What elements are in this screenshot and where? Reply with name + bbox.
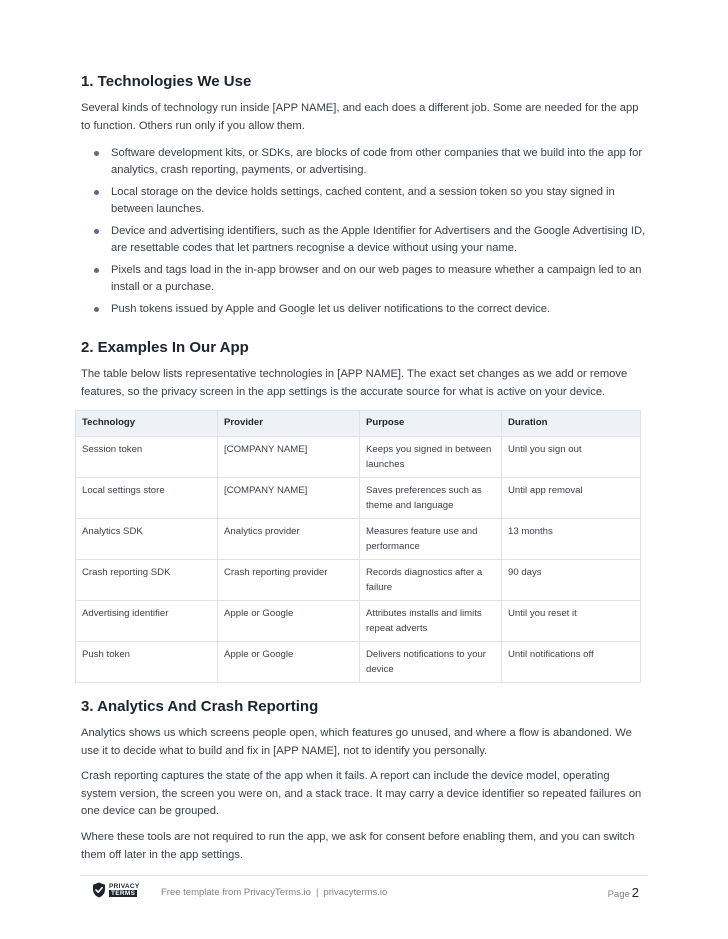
column-header-purpose: Purpose [360,411,502,437]
logo-word-privacy: PRIVACY [109,883,140,890]
column-header-duration: Duration [502,411,641,437]
list-item [81,223,647,257]
examples-intro: The table below lists representative technologies in [APP NAME]. The exact set changes as we add or remove features, so the privacy screen in the app settings is the accurate source for what is active on your device. [81,368,628,398]
analytics-paragraph: Analytics shows us which screens people open, which features go unused, and where a flow is abandoned. We use it to decide what to build and fix in [APP NAME], not to identify you personally. [81,727,632,757]
section-heading-technologies: 1. Technologies We Use [81,73,252,90]
footer-template-text: Free template from PrivacyTerms.io [161,887,311,898]
list-item [81,184,647,218]
table-cell: Until app removal [502,478,641,519]
table-cell: Attributes installs and limits repeat adverts [360,601,502,642]
list-item-text: Pixels and tags load in the in-app browser and on our web pages to measure whether a campaign led to an install or a purchase. [111,264,642,293]
table-cell: [COMPANY NAME] [218,437,360,478]
table-cell: 90 days [502,560,641,601]
table-cell: Measures feature use and performance [360,519,502,560]
table-cell: Until you sign out [502,437,641,478]
footer-separator: | [315,887,319,898]
list-item [81,301,647,318]
table-cell: Until you reset it [502,601,641,642]
list-item [81,262,647,296]
table-cell: [COMPANY NAME] [218,478,360,519]
table-cell: Crash reporting SDK [76,560,218,601]
footer-divider [81,875,647,876]
table-cell: Until notifications off [502,642,641,683]
table-cell: Advertising identifier [76,601,218,642]
table-cell: Apple or Google [218,601,360,642]
list-item-text: Local storage on the device holds settings, cached content, and a session token so you stay signed in between launches. [111,186,615,215]
table-row [76,437,641,478]
page-footer [81,882,647,902]
table-cell: Apple or Google [218,642,360,683]
table-cell: Push token [76,642,218,683]
table-cell: Session token [76,437,218,478]
list-item-text: Device and advertising identifiers, such as the Apple Identifier for Advertisers and the Google Advertising ID, are resettable codes that let partners recognise a device without using your name. [111,225,646,254]
table-row [76,478,641,519]
bullet-icon [94,268,99,273]
footer-credit [161,887,387,898]
table-cell: Crash reporting provider [218,560,360,601]
shield-check-icon [92,882,106,898]
table-cell: Analytics provider [218,519,360,560]
table-cell: Saves preferences such as theme and language [360,478,502,519]
page-indicator [608,885,639,900]
table-header-row [76,411,641,437]
column-header-provider: Provider [218,411,360,437]
table-cell: 13 months [502,519,641,560]
list-item-text: Software development kits, or SDKs, are blocks of code from other companies that we build into the app for analytics, crash reporting, payments, or advertising. [111,147,643,176]
crash-reporting-paragraph: Crash reporting captures the state of the app when it fails. A report can include the device model, operating system version, the screen you were on, and a stack trace. It may carry a device identifier so repeated failures on one device can be grouped. [81,770,642,817]
bullet-icon [94,190,99,195]
table-row [76,601,641,642]
table-cell: Delivers notifications to your device [360,642,502,683]
footer-site-link[interactable]: privacyterms.io [323,887,388,898]
logo-word-terms: TERMS [111,890,136,897]
page-number: 2 [631,885,639,900]
table-cell: Keeps you signed in between launches [360,437,502,478]
list-item-text: Push tokens issued by Apple and Google let us deliver notifications to the correct device. [111,303,551,315]
table-cell: Records diagnostics after a failure [360,560,502,601]
table-row [76,519,641,560]
list-item [81,145,647,179]
bullet-icon [94,307,99,312]
section-heading-analytics: 3. Analytics And Crash Reporting [81,698,319,715]
bullet-icon [94,229,99,234]
consent-paragraph: Where these tools are not required to run the app, we ask for consent before enabling them, and you can switch them off later in the app settings. [81,831,635,861]
section-heading-examples: 2. Examples In Our App [81,339,249,356]
column-header-technology: Technology [76,411,218,437]
bullet-icon [94,151,99,156]
privacyterms-logo [92,882,152,900]
table-cell: Analytics SDK [76,519,218,560]
table-row [76,560,641,601]
technologies-list [81,145,647,323]
technologies-table [75,410,641,683]
technologies-intro: Several kinds of technology run inside [APP NAME], and each does a different job. Some are needed for the app to function. Others run only if you allow them. [81,102,639,132]
table-cell: Local settings store [76,478,218,519]
page-label: Page [607,889,630,900]
table-row [76,642,641,683]
